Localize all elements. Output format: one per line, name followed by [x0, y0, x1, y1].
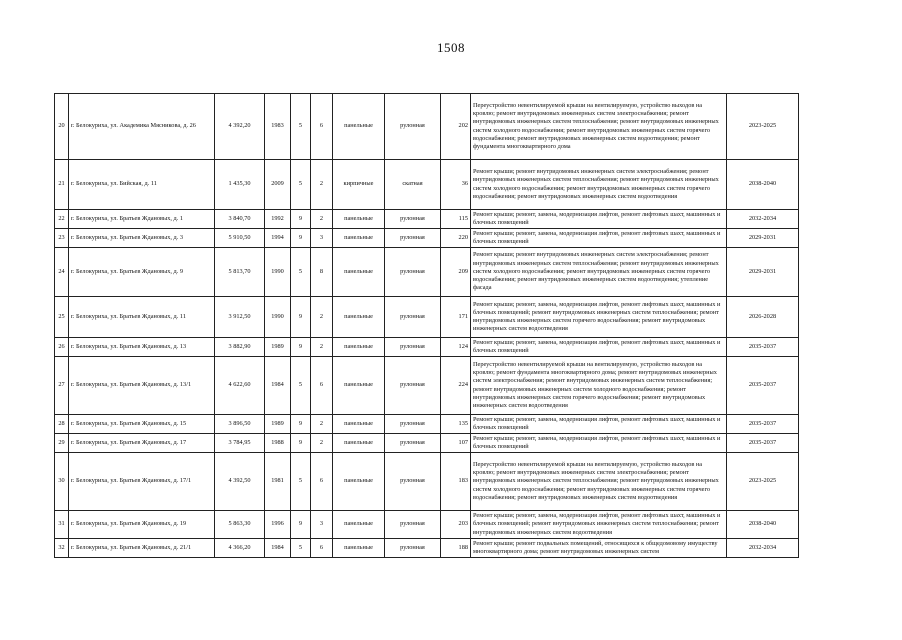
- entrances-cell: 6: [311, 94, 333, 160]
- period-cell: 2029-2031: [727, 229, 799, 248]
- floors-cell: 5: [291, 94, 311, 160]
- row-number-cell: 30: [55, 453, 69, 511]
- year-cell: 1988: [265, 434, 291, 453]
- wall-material-cell: панельные: [333, 453, 385, 511]
- floors-cell: 9: [291, 434, 311, 453]
- works-cell: Ремонт крыши; ремонт, замена, модернизация лифтов, ремонт лифтовых шахт, машинных и блочных помещений: [471, 415, 727, 434]
- year-cell: 1989: [265, 415, 291, 434]
- area-cell: 3 912,50: [215, 297, 265, 338]
- year-cell: 1984: [265, 357, 291, 415]
- row-number-cell: 22: [55, 210, 69, 229]
- roof-type-cell: рулонная: [385, 434, 441, 453]
- period-cell: 2023-2025: [727, 94, 799, 160]
- address-cell: г. Белокуриха, ул. Братьев Ждановых, д. 3: [69, 229, 215, 248]
- row-number-cell: 27: [55, 357, 69, 415]
- roof-type-cell: рулонная: [385, 415, 441, 434]
- works-cell: Переустройство невентилируемой крыши на вентилируемую, устройство выходов на кровлю; ремонт внутридомовых инженерных систем электроснабжения; ремонт внутридомовых инженерных систем теплоснабжения; ремонт внутридомовых инженерных систем холодного водоснабжения; ремонт внутридомовых инженерных систем горячего водоснабжения; ремонт внутридомовых инженерных систем водоотведения; ремонт фундамента многоквартирного дома: [471, 94, 727, 160]
- floors-cell: 9: [291, 415, 311, 434]
- row-number-cell: 29: [55, 434, 69, 453]
- floors-cell: 9: [291, 511, 311, 539]
- period-cell: 2026-2028: [727, 297, 799, 338]
- row-number-cell: 31: [55, 511, 69, 539]
- area-cell: 4 622,60: [215, 357, 265, 415]
- year-cell: 1992: [265, 210, 291, 229]
- roof-type-cell: рулонная: [385, 94, 441, 160]
- works-cell: Переустройство невентилируемой крыши на вентилируемую, устройство выходов на кровлю; ремонт фундамента многоквартирного дома; ремонт внутридомовых инженерных систем электроснабжения; ремонт внутридомовых инженерных систем теплоснабжения; ремонт внутридомовых инженерных систем холодного водоснабжения; ремонт внутридомовых инженерных систем горячего водоснабжения; ремонт внутридомовых инженерных систем водоотведения: [471, 357, 727, 415]
- period-cell: 2035-2037: [727, 338, 799, 357]
- year-cell: 1994: [265, 229, 291, 248]
- works-cell: Ремонт крыши; ремонт, замена, модернизация лифтов, ремонт лифтовых шахт, машинных и блочных помещений: [471, 229, 727, 248]
- table-row: [55, 415, 799, 434]
- year-cell: 2009: [265, 160, 291, 210]
- period-cell: 2035-2037: [727, 357, 799, 415]
- floors-cell: 5: [291, 248, 311, 297]
- floors-cell: 5: [291, 357, 311, 415]
- address-cell: г. Белокуриха, ул. Братьев Ждановых, д. 1: [69, 210, 215, 229]
- period-cell: 2023-2025: [727, 453, 799, 511]
- table-row: [55, 434, 799, 453]
- table-row: [55, 297, 799, 338]
- address-cell: г. Белокуриха, ул. Братьев Ждановых, д. 13/1: [69, 357, 215, 415]
- entrances-cell: 8: [311, 248, 333, 297]
- area-cell: 5 910,50: [215, 229, 265, 248]
- period-cell: 2035-2037: [727, 415, 799, 434]
- address-cell: г. Белокуриха, ул. Братьев Ждановых, д. 13: [69, 338, 215, 357]
- roof-type-cell: рулонная: [385, 357, 441, 415]
- wall-material-cell: кирпичные: [333, 160, 385, 210]
- year-cell: 1989: [265, 338, 291, 357]
- apartments-cell: 107: [441, 434, 471, 453]
- year-cell: 1981: [265, 453, 291, 511]
- roof-type-cell: рулонная: [385, 539, 441, 558]
- year-cell: 1984: [265, 539, 291, 558]
- apartments-cell: 224: [441, 357, 471, 415]
- entrances-cell: 2: [311, 338, 333, 357]
- entrances-cell: 2: [311, 210, 333, 229]
- wall-material-cell: панельные: [333, 415, 385, 434]
- wall-material-cell: панельные: [333, 248, 385, 297]
- page-number: 1508: [437, 40, 465, 55]
- table-row: [55, 511, 799, 539]
- works-cell: Ремонт крыши; ремонт, замена, модернизация лифтов, ремонт лифтовых шахт, машинных и блочных помещений: [471, 210, 727, 229]
- floors-cell: 9: [291, 338, 311, 357]
- period-cell: 2038-2040: [727, 160, 799, 210]
- period-cell: 2032-2034: [727, 210, 799, 229]
- apartments-cell: 36: [441, 160, 471, 210]
- address-cell: г. Белокуриха, ул. Братьев Ждановых, д. 17: [69, 434, 215, 453]
- roof-type-cell: рулонная: [385, 210, 441, 229]
- address-cell: г. Белокуриха, ул. Братьев Ждановых, д. 11: [69, 297, 215, 338]
- roof-type-cell: рулонная: [385, 338, 441, 357]
- period-cell: 2035-2037: [727, 434, 799, 453]
- floors-cell: 5: [291, 160, 311, 210]
- entrances-cell: 3: [311, 229, 333, 248]
- table-row: [55, 229, 799, 248]
- works-cell: Ремонт крыши; ремонт, замена, модернизация лифтов, ремонт лифтовых шахт, машинных и блочных помещений: [471, 434, 727, 453]
- address-cell: г. Белокуриха, ул. Братьев Ждановых, д. 15: [69, 415, 215, 434]
- capital-repair-table: [54, 93, 799, 558]
- row-number-cell: 32: [55, 539, 69, 558]
- table-row: [55, 539, 799, 558]
- floors-cell: 9: [291, 210, 311, 229]
- year-cell: 1996: [265, 511, 291, 539]
- period-cell: 2038-2040: [727, 511, 799, 539]
- roof-type-cell: рулонная: [385, 229, 441, 248]
- apartments-cell: 115: [441, 210, 471, 229]
- row-number-cell: 25: [55, 297, 69, 338]
- table-row: [55, 160, 799, 210]
- floors-cell: 5: [291, 453, 311, 511]
- works-cell: Ремонт крыши; ремонт внутридомовых инженерных систем электроснабжения; ремонт внутридомовых инженерных систем теплоснабжения; ремонт внутридомовых инженерных систем холодного водоснабжения; ремонт внутридомовых инженерных систем горячего водоснабжения; ремонт внутридомовых инженерных систем водоотведения: [471, 160, 727, 210]
- address-cell: г. Белокуриха, ул. Братьев Ждановых, д. 17/1: [69, 453, 215, 511]
- address-cell: г. Белокуриха, ул. Братьев Ждановых, д. 21/1: [69, 539, 215, 558]
- period-cell: 2029-2031: [727, 248, 799, 297]
- wall-material-cell: панельные: [333, 229, 385, 248]
- wall-material-cell: панельные: [333, 338, 385, 357]
- area-cell: 5 813,70: [215, 248, 265, 297]
- row-number-cell: 24: [55, 248, 69, 297]
- area-cell: 3 882,90: [215, 338, 265, 357]
- wall-material-cell: панельные: [333, 539, 385, 558]
- area-cell: 4 392,50: [215, 453, 265, 511]
- apartments-cell: 171: [441, 297, 471, 338]
- table-row: [55, 248, 799, 297]
- floors-cell: 9: [291, 297, 311, 338]
- works-cell: Ремонт крыши; ремонт подвальных помещений, относящихся к общедомовому имуществу многоквартирного дома; ремонт внутридомовых инженерных систем: [471, 539, 727, 558]
- wall-material-cell: панельные: [333, 434, 385, 453]
- wall-material-cell: панельные: [333, 210, 385, 229]
- area-cell: 3 840,70: [215, 210, 265, 229]
- area-cell: 1 435,30: [215, 160, 265, 210]
- table-body: [55, 94, 799, 558]
- address-cell: г. Белокуриха, ул. Братьев Ждановых, д. 19: [69, 511, 215, 539]
- entrances-cell: 2: [311, 160, 333, 210]
- wall-material-cell: панельные: [333, 357, 385, 415]
- entrances-cell: 6: [311, 357, 333, 415]
- wall-material-cell: панельные: [333, 511, 385, 539]
- apartments-cell: 135: [441, 415, 471, 434]
- row-number-cell: 26: [55, 338, 69, 357]
- address-cell: г. Белокуриха, ул. Братьев Ждановых, д. 9: [69, 248, 215, 297]
- apartments-cell: 209: [441, 248, 471, 297]
- apartments-cell: 202: [441, 94, 471, 160]
- table-row: [55, 210, 799, 229]
- floors-cell: 5: [291, 539, 311, 558]
- area-cell: 4 366,20: [215, 539, 265, 558]
- table-row: [55, 357, 799, 415]
- area-cell: 3 896,50: [215, 415, 265, 434]
- works-cell: Ремонт крыши; ремонт, замена, модернизация лифтов, ремонт лифтовых шахт, машинных и блочных помещений; ремонт внутридомовых инженерных систем теплоснабжения; ремонт внутридомовых инженерных систем горячего водоснабжения; ремонт внутридомовых инженерных систем водоотведения: [471, 297, 727, 338]
- floors-cell: 9: [291, 229, 311, 248]
- apartments-cell: 220: [441, 229, 471, 248]
- year-cell: 1990: [265, 248, 291, 297]
- table-row: [55, 94, 799, 160]
- works-cell: Переустройство невентилируемой крыши на вентилируемую, устройство выходов на кровлю; ремонт внутридомовых инженерных систем электроснабжения; ремонт внутридомовых инженерных систем теплоснабжения; ремонт внутридомовых инженерных систем холодного водоснабжения; ремонт внутридомовых инженерных систем горячего водоснабжения; ремонт внутридомовых инженерных систем водоотведения: [471, 453, 727, 511]
- entrances-cell: 2: [311, 415, 333, 434]
- apartments-cell: 203: [441, 511, 471, 539]
- wall-material-cell: панельные: [333, 297, 385, 338]
- year-cell: 1990: [265, 297, 291, 338]
- roof-type-cell: рулонная: [385, 248, 441, 297]
- roof-type-cell: рулонная: [385, 453, 441, 511]
- address-cell: г. Белокуриха, ул. Бийская, д. 11: [69, 160, 215, 210]
- table-row: [55, 453, 799, 511]
- area-cell: 5 863,30: [215, 511, 265, 539]
- table-row: [55, 338, 799, 357]
- entrances-cell: 2: [311, 297, 333, 338]
- roof-type-cell: рулонная: [385, 297, 441, 338]
- entrances-cell: 6: [311, 453, 333, 511]
- row-number-cell: 21: [55, 160, 69, 210]
- year-cell: 1983: [265, 94, 291, 160]
- entrances-cell: 3: [311, 511, 333, 539]
- wall-material-cell: панельные: [333, 94, 385, 160]
- apartments-cell: 188: [441, 539, 471, 558]
- works-cell: Ремонт крыши; ремонт, замена, модернизация лифтов, ремонт лифтовых шахт, машинных и блочных помещений: [471, 338, 727, 357]
- roof-type-cell: рулонная: [385, 511, 441, 539]
- row-number-cell: 28: [55, 415, 69, 434]
- address-cell: г. Белокуриха, ул. Академика Мясникова, д. 26: [69, 94, 215, 160]
- apartments-cell: 183: [441, 453, 471, 511]
- entrances-cell: 6: [311, 539, 333, 558]
- row-number-cell: 23: [55, 229, 69, 248]
- works-cell: Ремонт крыши; ремонт внутридомовых инженерных систем электроснабжения; ремонт внутридомовых инженерных систем теплоснабжения; ремонт внутридомовых инженерных систем холодного водоснабжения; ремонт внутридомовых инженерных систем горячего водоснабжения; ремонт внутридомовых инженерных систем водоотведения; утепление фасада: [471, 248, 727, 297]
- area-cell: 4 392,20: [215, 94, 265, 160]
- row-number-cell: 20: [55, 94, 69, 160]
- area-cell: 3 784,95: [215, 434, 265, 453]
- entrances-cell: 2: [311, 434, 333, 453]
- apartments-cell: 124: [441, 338, 471, 357]
- roof-type-cell: скатная: [385, 160, 441, 210]
- period-cell: 2032-2034: [727, 539, 799, 558]
- works-cell: Ремонт крыши; ремонт, замена, модернизация лифтов, ремонт лифтовых шахт, машинных и блочных помещений; ремонт внутридомовых инженерных систем теплоснабжения; ремонт внутридомовых инженерных систем водоотведения: [471, 511, 727, 539]
